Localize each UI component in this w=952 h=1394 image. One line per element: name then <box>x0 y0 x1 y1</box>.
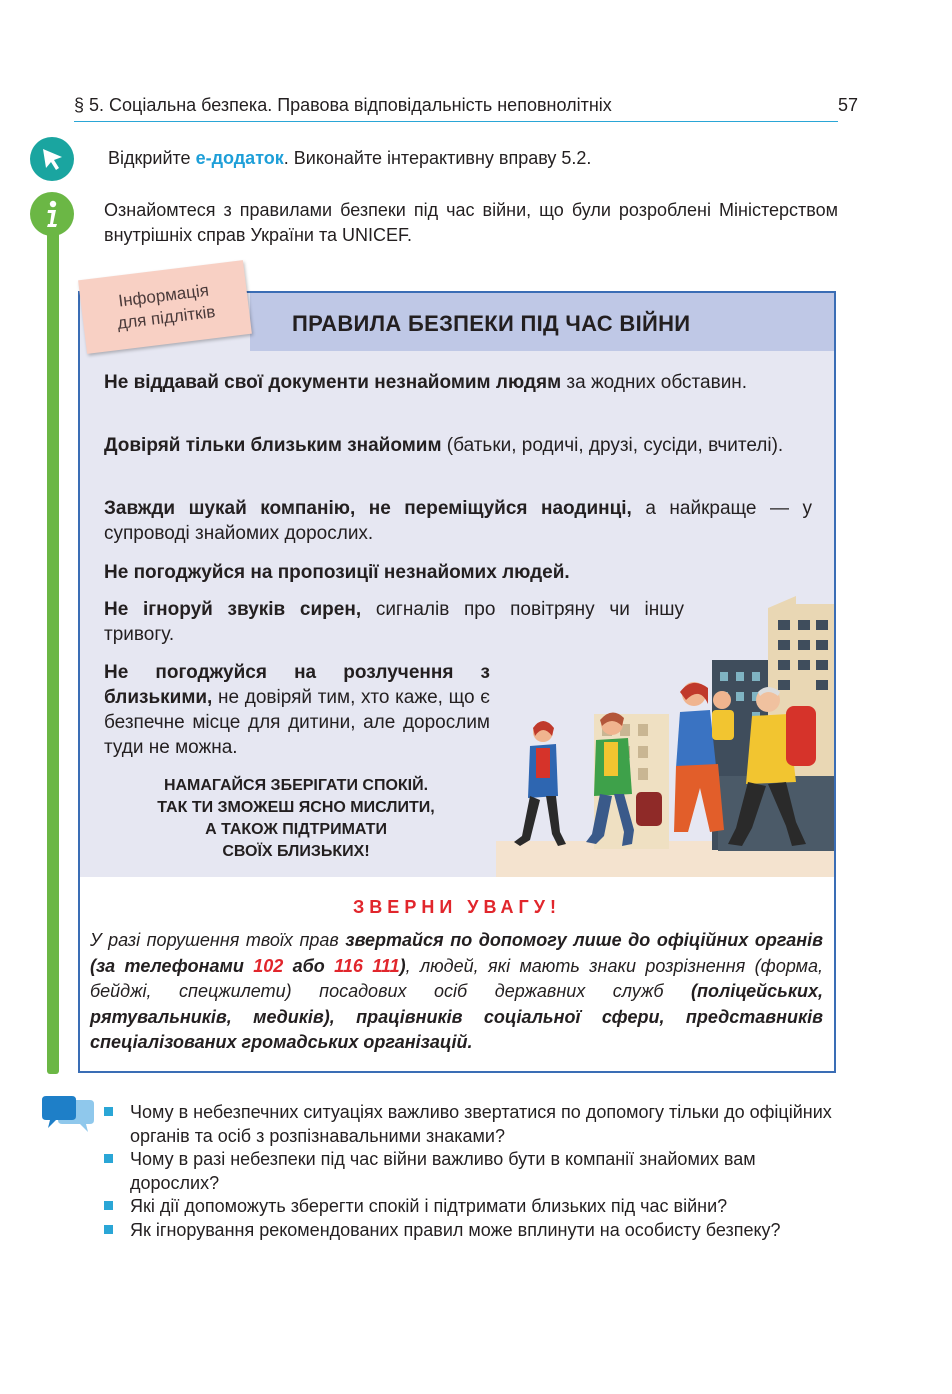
eaddon-instruction <box>108 146 808 171</box>
list-item: Як ігнорування рекомендованих правил може вплинути на особисту безпеку? <box>104 1219 840 1243</box>
calm-message: НАМАГАЙСЯ ЗБЕРІГАТИ СПОКІЙ. ТАК ТИ ЗМОЖЕШ ЯСНО МИСЛИТИ, А ТАКОЖ ПІДТРИМАТИ СВОЇХ БЛИЗЬКИХ! <box>157 777 435 860</box>
header-rule <box>74 121 838 122</box>
tag-line-1: Інформація <box>117 280 210 311</box>
family-evacuation-illustration <box>496 596 834 877</box>
attention-heading: ЗВЕРНИ УВАГУ! <box>353 897 561 917</box>
rule-item: Довіряй тільки близьким знайомим (батьки, родичі, друзі, сусіди, вчителі). <box>104 435 784 456</box>
speech-bubbles-icon <box>42 1096 94 1136</box>
list-item: Чому в разі небезпеки під час війни важливо бути в компанії знайомих вам дорослих? <box>104 1148 840 1195</box>
info-sidebar-bar <box>47 228 59 1074</box>
intro-paragraph: Ознайомтеся з правилами безпеки під час війни, що були розроблені Міністерством внутрішніх справ України та UNICEF. <box>104 200 838 245</box>
eaddon-link[interactable]: е-додаток <box>195 148 284 168</box>
rules-title: ПРАВИЛА БЕЗПЕКИ ПІД ЧАС ВІЙНИ <box>292 311 691 336</box>
list-item: Які дії допоможуть зберегти спокій і підтримати близьких під час війни? <box>104 1195 840 1219</box>
page-number: 57 <box>838 95 859 115</box>
tag-line-2: для підлітків <box>116 301 217 333</box>
discussion-questions <box>104 1101 840 1242</box>
attention-paragraph: У разі порушення твоїх прав звертайся по допомогу лише до офіційних органів (за телефонами 102 або 116 111), людей, які мають знаки розрізнення (форма, бейджі, спецжилети) посадових осіб державних служб (поліцейських, рятувальників, медиків), працівників соціальної сфери, представників спеціалізованих громадських організацій. <box>90 930 824 1052</box>
info-icon <box>30 192 74 236</box>
rule-item: Не погоджуйся на пропозиції незнайомих людей. <box>104 562 570 583</box>
rule-item: Не віддавай свої документи незнайомим людям за жодних обставин. <box>104 372 748 393</box>
rule-item: Не ігноруй звуків сирен, сигналів про повітряну чи іншу тривогу. <box>104 599 685 645</box>
eaddon-after: . Виконайте інтерактивну вправу 5.2. <box>283 148 592 168</box>
rule-item: Завжди шукай компанію, не переміщуйся наодинці, а найкраще — у супроводі знайомих дорослих. <box>104 498 812 544</box>
list-item: Чому в небезпечних ситуаціях важливо звертатися по допомогу тільки до офіційних органів та осіб з розпізнавальними знаками? <box>104 1101 840 1148</box>
cursor-icon <box>30 137 74 181</box>
running-header: § 5. Соціальна безпека. Правова відповідальність неповнолітніх <box>74 95 612 115</box>
eaddon-before: Відкрийте <box>108 148 196 168</box>
rule-item: Не погоджуйся на розлучення з близькими, не довіряй тим, хто каже, що є безпечне місце для дитини, але дорослим туди не можна. <box>104 662 490 758</box>
